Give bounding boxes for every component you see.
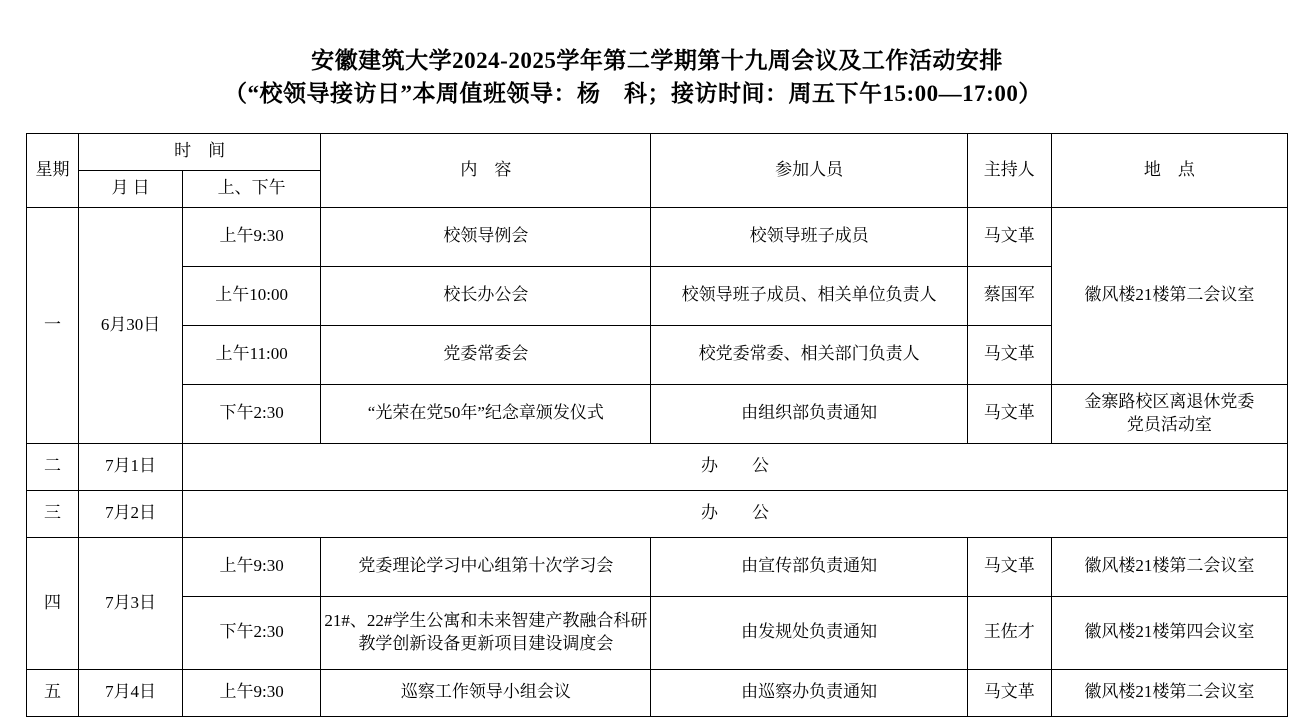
people-cell: 校领导班子成员: [651, 207, 967, 266]
header-content: 内 容: [321, 133, 651, 207]
people-cell: 校领导班子成员、相关单位负责人: [651, 266, 967, 325]
place-cell: 金寨路校区离退休党委 党员活动室: [1051, 384, 1287, 443]
host-cell: 王佐才: [967, 596, 1051, 669]
table-header-row-1: [27, 133, 1288, 170]
place-cell: 徽风楼21楼第二会议室: [1051, 669, 1287, 716]
host-cell: 马文革: [967, 325, 1051, 384]
header-time: 时 间: [79, 133, 321, 170]
document-title-block: [0, 0, 1314, 111]
header-weekday: 星期: [27, 133, 79, 207]
weekday-cell: 三: [27, 490, 79, 537]
content-cell: 巡察工作领导小组会议: [321, 669, 651, 716]
office-cell: 办 公: [183, 490, 1288, 537]
table-row: [27, 537, 1288, 596]
ampm-cell: 上午11:00: [183, 325, 321, 384]
weekday-cell: 五: [27, 669, 79, 716]
date-cell: 7月4日: [79, 669, 183, 716]
host-cell: 马文革: [967, 207, 1051, 266]
place-cell: 徽风楼21楼第四会议室: [1051, 596, 1287, 669]
ampm-cell: 上午9:30: [183, 207, 321, 266]
header-date: 月 日: [79, 170, 183, 207]
ampm-cell: 上午10:00: [183, 266, 321, 325]
place-cell: 徽风楼21楼第二会议室: [1051, 207, 1287, 384]
header-place: 地 点: [1051, 133, 1287, 207]
host-cell: 马文革: [967, 384, 1051, 443]
office-cell: 办 公: [183, 443, 1288, 490]
date-cell: 7月2日: [79, 490, 183, 537]
date-cell: 6月30日: [79, 207, 183, 443]
table-row: [27, 207, 1288, 266]
table-row: [27, 596, 1288, 669]
content-cell: 21#、22#学生公寓和未来智建产教融合科研教学创新设备更新项目建设调度会: [321, 596, 651, 669]
content-cell: “光荣在党50年”纪念章颁发仪式: [321, 384, 651, 443]
people-cell: 由宣传部负责通知: [651, 537, 967, 596]
people-cell: 由巡察办负责通知: [651, 669, 967, 716]
people-cell: 由组织部负责通知: [651, 384, 967, 443]
schedule-table-wrapper: [26, 133, 1288, 717]
date-cell: 7月1日: [79, 443, 183, 490]
weekday-cell: 一: [27, 207, 79, 443]
page-title: 安徽建筑大学2024-2025学年第二学期第十九周会议及工作活动安排: [311, 48, 1003, 73]
content-cell: 校长办公会: [321, 266, 651, 325]
ampm-cell: 上午9:30: [183, 669, 321, 716]
date-cell: 7月3日: [79, 537, 183, 669]
table-row: [27, 669, 1288, 716]
weekday-cell: 二: [27, 443, 79, 490]
table-row: [27, 443, 1288, 490]
people-cell: 由发规处负责通知: [651, 596, 967, 669]
ampm-cell: 上午9:30: [183, 537, 321, 596]
ampm-cell: 下午2:30: [183, 384, 321, 443]
table-row: [27, 384, 1288, 443]
header-people: 参加人员: [651, 133, 967, 207]
table-row: [27, 490, 1288, 537]
schedule-table: [26, 133, 1288, 717]
header-ampm: 上、下午: [183, 170, 321, 207]
place-cell: 徽风楼21楼第二会议室: [1051, 537, 1287, 596]
content-cell: 党委理论学习中心组第十次学习会: [321, 537, 651, 596]
people-cell: 校党委常委、相关部门负责人: [651, 325, 967, 384]
host-cell: 蔡国军: [967, 266, 1051, 325]
content-cell: 校领导例会: [321, 207, 651, 266]
ampm-cell: 下午2:30: [183, 596, 321, 669]
weekday-cell: 四: [27, 537, 79, 669]
content-cell: 党委常委会: [321, 325, 651, 384]
host-cell: 马文革: [967, 537, 1051, 596]
host-cell: 马文革: [967, 669, 1051, 716]
header-host: 主持人: [967, 133, 1051, 207]
page-subtitle: （“校领导接访日”本周值班领导：杨 科；接访时间：周五下午15:00—17:00）: [224, 81, 1042, 107]
